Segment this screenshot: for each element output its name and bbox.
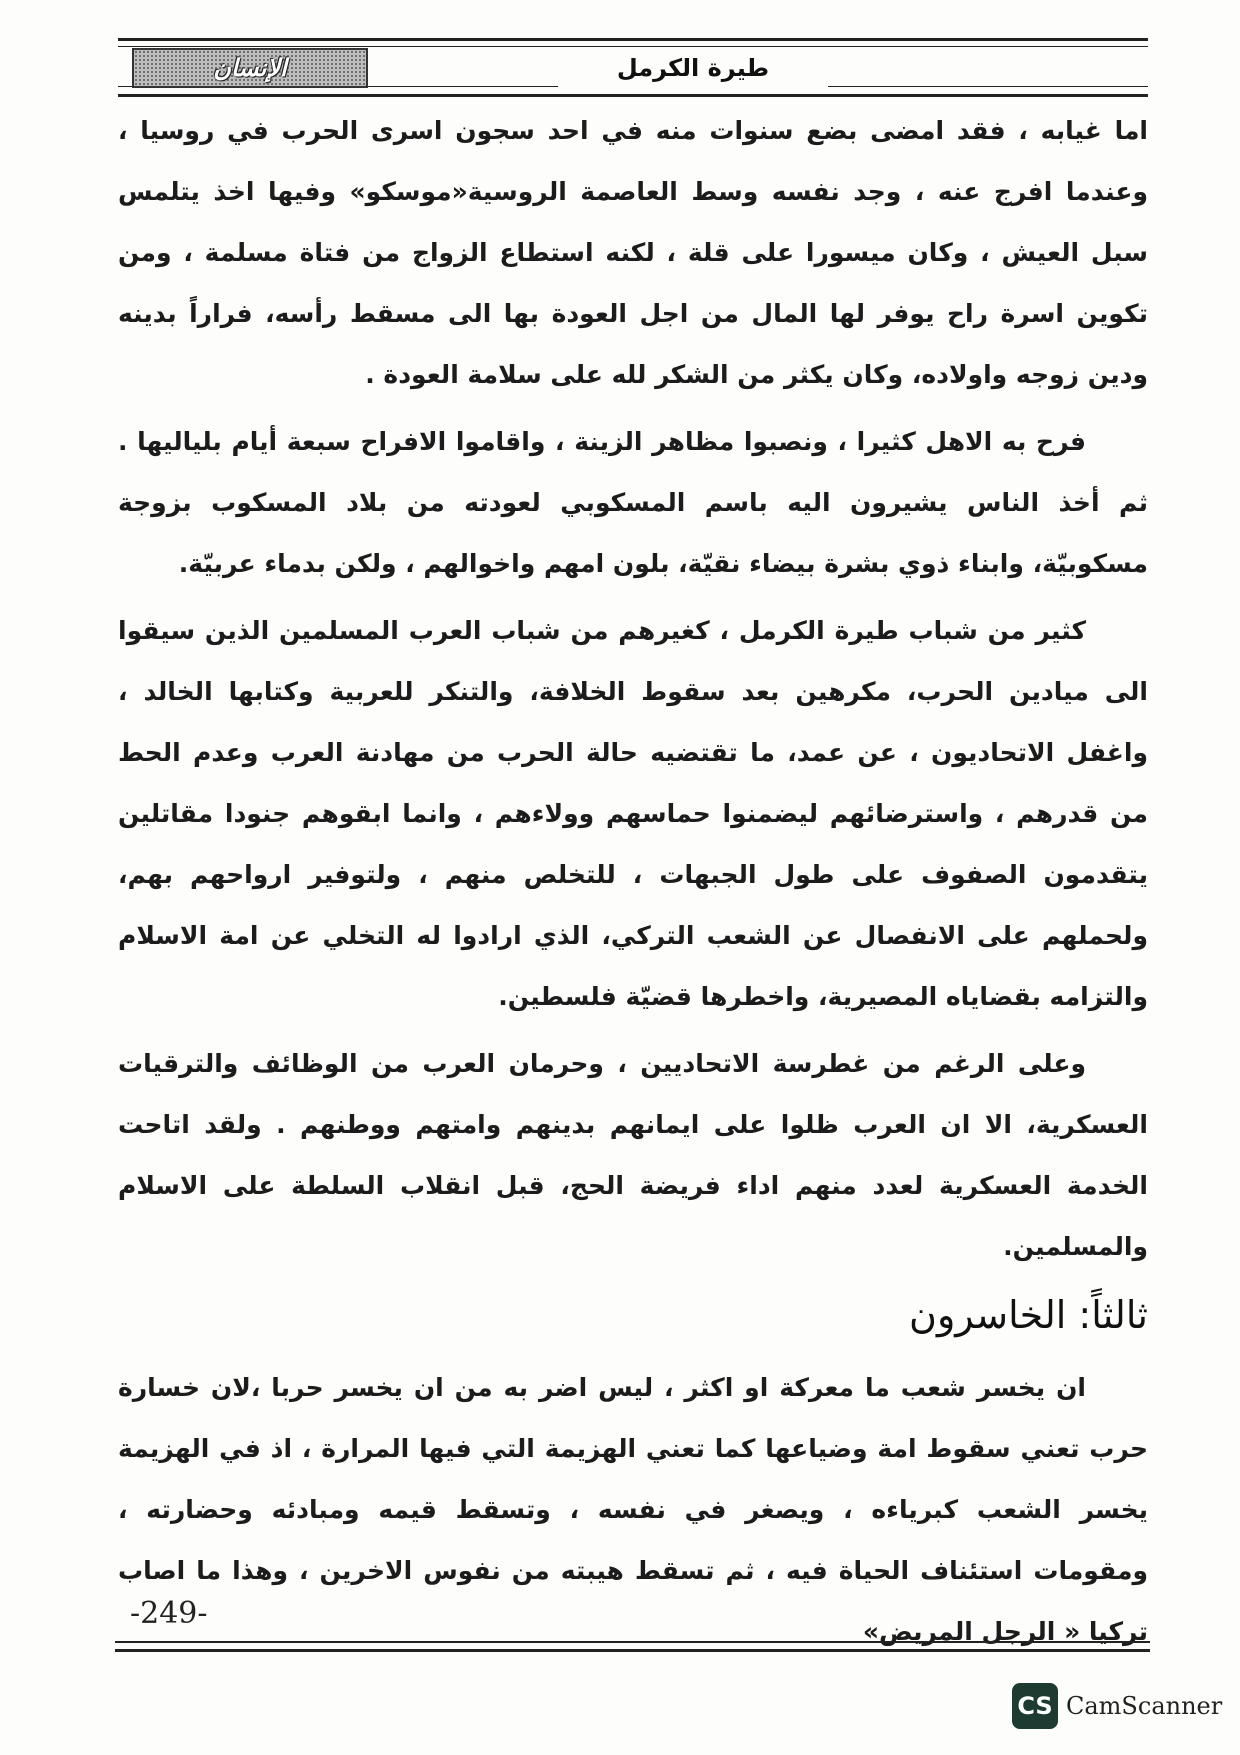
paragraph: كثير من شباب طيرة الكرمل ، كغيرهم من شباب العرب المسلمين الذين سيقوا الى ميادين الحرب، مكرهين بعد سقوط الخلافة، والتنكر للعربية وكتابها الخالد ، واغفل الاتحاديون ، عن عمد، ما تقتضيه حالة الحرب من مهادنة العرب وعدم الحط من قدرهم ، واسترضائهم ليضمنوا حماسهم وولاءهم ، وانما ابقوهم جنودا مقاتلين يتقدمون الصفوف على طول الجبهات ، للتخلص منهم ، ولتوفير ارواحهم بهم، ولحملهم على الانفصال عن الشعب التركي، الذي ارادوا له التخلي عن امة الاسلام والتزامه بقضاياه المصيرية، واخطرها قضيّة فلسطين.: [118, 616, 1148, 1011]
paragraph: ان يخسر شعب ما معركة او اكثر ، ليس اضر به من ان يخسر حربا ،لان خسارة حرب تعني سقوط امة وضياعها كما تعني الهزيمة التي فيها المرارة ، اذ في الهزيمة يخسر الشعب كبرياءه ، ويصغر في نفسه ، وتسقط قيمه ومبادئه وحضارته ، ومقومات استئناف الحياة فيه ، ثم تسقط هيبته من نفوس الاخرين ، وهذا ما اصاب تركيا « الرجل المريض»: [118, 1373, 1148, 1646]
running-header: [118, 34, 1148, 98]
book-title: طيرة الكرمل: [558, 48, 828, 88]
camscanner-watermark: [1012, 1682, 1222, 1730]
paragraph: اما غيابه ، فقد امضى بضع سنوات منه في احد سجون اسرى الحرب في روسيا ، وعندما افرج عنه ، وجد نفسه وسط العاصمة الروسية«موسكو» وفيها اخذ يتلمس سبل العيش ، وكان ميسورا على قلة ، لكنه استطاع الزواج من فتاة مسلمة ، ومن تكوين اسرة راح يوفر لها المال من اجل العودة بها الى مسقط رأسه، فراراً بدينه ودين زوجه واولاده، وكان يكثر من الشكر لله على سلامة العودة .: [118, 116, 1148, 389]
section-heading: ثالثاً: الخاسرون: [909, 1293, 1148, 1337]
camscanner-name: CamScanner: [1066, 1692, 1223, 1720]
chapter-label: الإنسان: [132, 48, 368, 88]
header-rule: [118, 38, 1148, 41]
paragraph: وعلى الرغم من غطرسة الاتحاديين ، وحرمان العرب من الوظائف والترقيات العسكرية، الا ان العرب ظلوا على ايمانهم بدينهم وامتهم ووطنهم . ولقد اتاحت الخدمة العسكرية لعدد منهم اداء فريضة الحج، قبل انقلاب السلطة على الاسلام والمسلمين.: [118, 1049, 1148, 1261]
body-text: [118, 100, 1148, 1668]
camscanner-logo-icon: CS: [1012, 1683, 1058, 1729]
page-number: -249-: [130, 1596, 208, 1631]
header-rule: [118, 46, 1148, 47]
footer-rule: [115, 1649, 1150, 1652]
footer-rule: [115, 1641, 1150, 1643]
header-rule: [118, 94, 1148, 97]
paragraph: فرح به الاهل كثيرا ، ونصبوا مظاهر الزينة ، واقاموا الافراح سبعة أيام بلياليها . ثم أخذ الناس يشيرون اليه باسم المسكوبي لعودته من بلاد المسكوب بزوجة مسكوبيّة، وابناء ذوي بشرة بيضاء نقيّة، بلون امهم واخوالهم ، ولكن بدماء عربيّة.: [118, 427, 1148, 578]
